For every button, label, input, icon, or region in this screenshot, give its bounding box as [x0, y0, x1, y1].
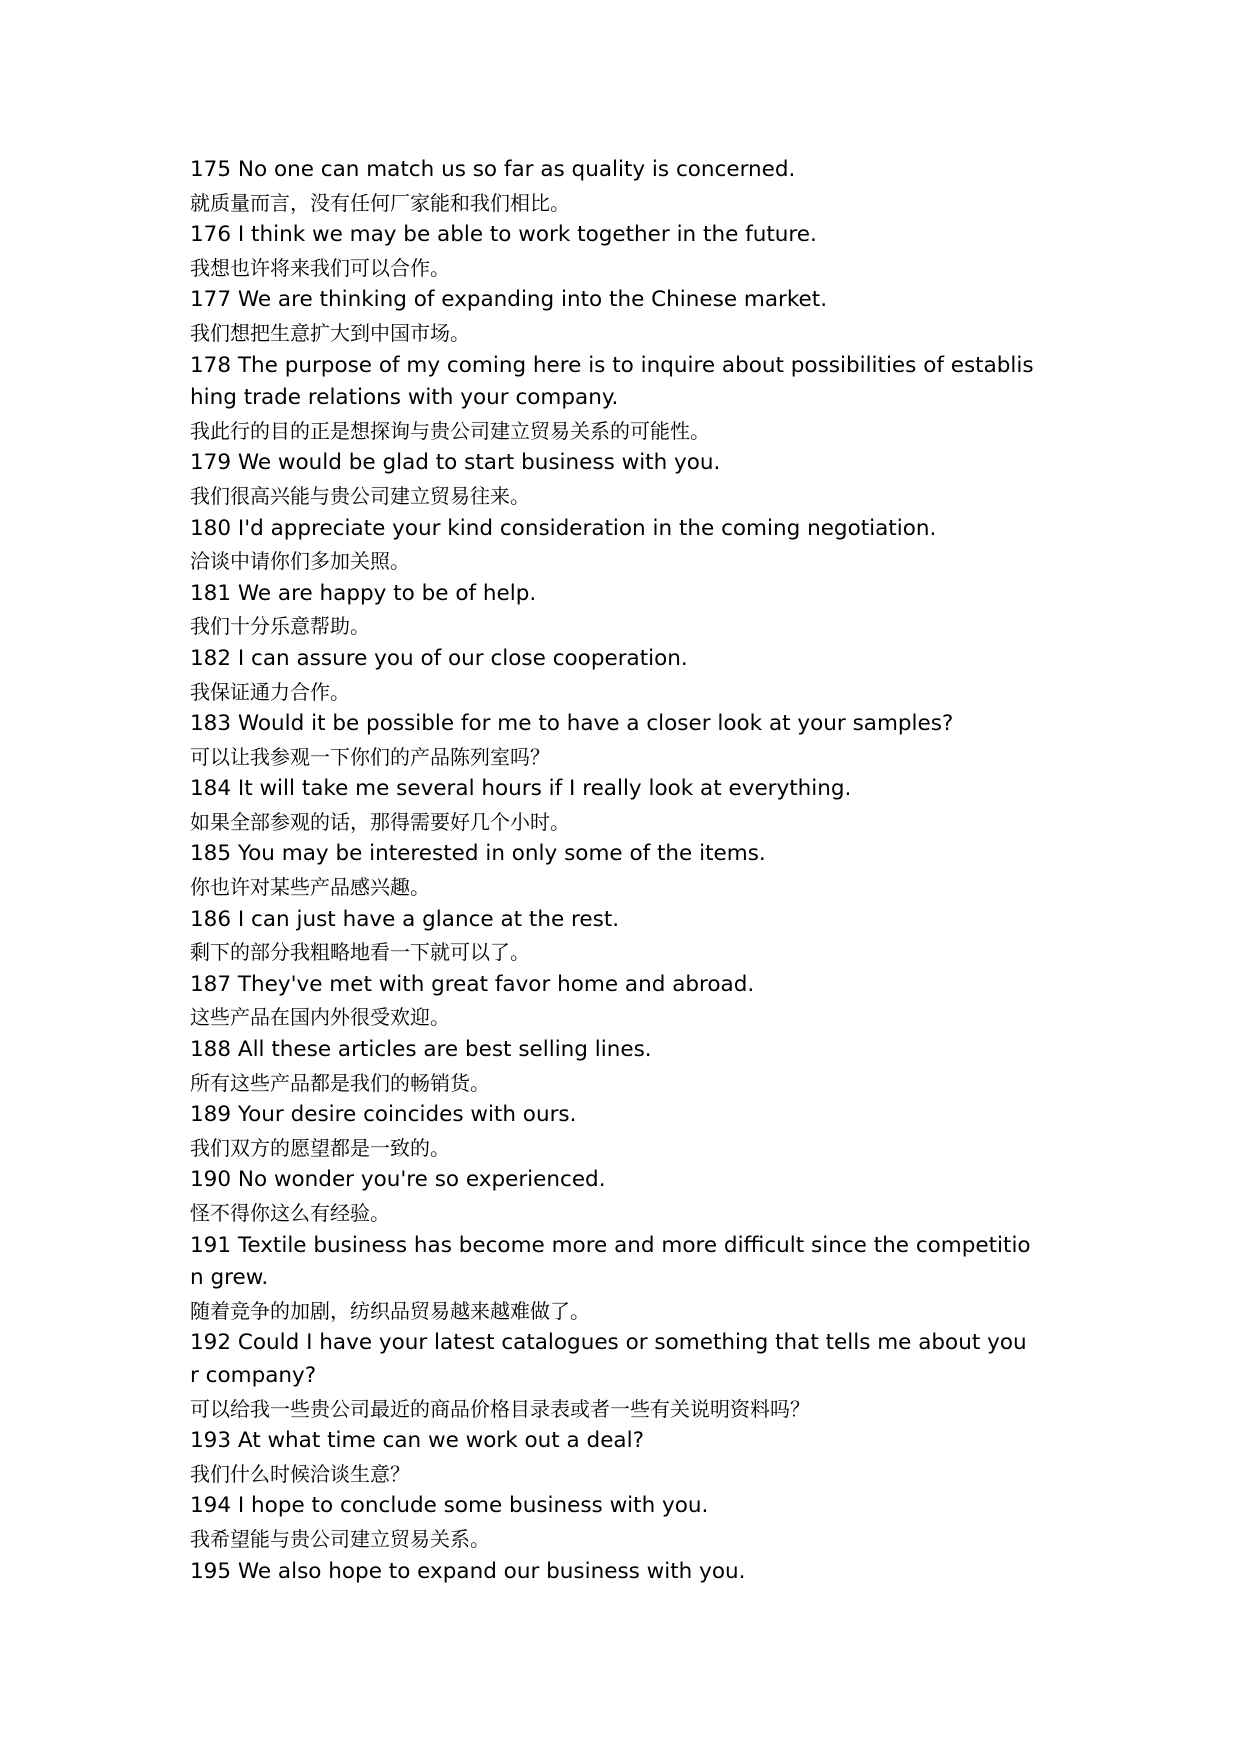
- english-sentence-line: 195 We also hope to expand our business with you.: [190, 1558, 746, 1584]
- chinese-translation-line: 怪不得你这么有经验。: [190, 1201, 390, 1225]
- chinese-translation-line: 所有这些产品都是我们的畅销货。: [190, 1070, 490, 1095]
- english-sentence-line: hing trade relations with your company.: [190, 385, 619, 411]
- chinese-translation-line: 我们双方的愿望都是一致的。: [190, 1135, 450, 1160]
- chinese-translation-line: 你也许对某些产品感兴趣。: [190, 875, 430, 900]
- chinese-translation-line: 我们想把生意扩大到中国市场。: [190, 320, 470, 345]
- english-sentence-line: 193 At what time can we work out a deal?: [190, 1428, 644, 1454]
- english-sentence-line: 189 Your desire coincides with ours.: [190, 1102, 577, 1128]
- chinese-translation-line: 如果全部参观的话，那得需要好几个小时。: [190, 809, 570, 834]
- chinese-translation-line: 可以给我一些贵公司最近的商品价格目录表或者一些有关说明资料吗？: [190, 1396, 810, 1421]
- chinese-translation-line: 我们很高兴能与贵公司建立贸易往来。: [190, 483, 530, 508]
- english-sentence-line: 176 I think we may be able to work together in the future.: [190, 222, 817, 248]
- english-sentence-line: 194 I hope to conclude some business with you.: [190, 1493, 709, 1519]
- chinese-translation-line: 可以让我参观一下你们的产品陈列室吗？: [190, 744, 550, 769]
- chinese-translation-line: 随着竞争的加剧，纺织品贸易越来越难做了。: [190, 1298, 590, 1323]
- chinese-translation-line: 这些产品在国内外很受欢迎。: [190, 1005, 450, 1030]
- english-sentence-line: 175 No one can match us so far as quality is concerned.: [190, 157, 796, 182]
- chinese-translation-line: 我想也许将来我们可以合作。: [190, 255, 450, 280]
- english-sentence-line: 187 They've met with great favor home and abroad.: [190, 971, 755, 997]
- english-sentence-line: 178 The purpose of my coming here is to inquire about possibilities of establis: [190, 352, 1034, 378]
- english-sentence-line: 177 We are thinking of expanding into the Chinese market.: [190, 287, 828, 313]
- english-sentence-line: 186 I can just have a glance at the rest.: [190, 906, 620, 932]
- english-sentence-line: 181 We are happy to be of help.: [190, 580, 537, 606]
- english-sentence-line: 183 Would it be possible for me to have a closer look at your samples?: [190, 711, 954, 737]
- document-page: [190, 154, 1070, 1588]
- english-sentence-line: 184 It will take me several hours if I really look at everything.: [190, 776, 852, 802]
- english-sentence-line: 185 You may be interested in only some of the items.: [190, 841, 766, 867]
- english-sentence-line: 180 I'd appreciate your kind consideration in the coming negotiation.: [190, 515, 937, 541]
- english-sentence-line: 188 All these articles are best selling lines.: [190, 1037, 652, 1063]
- english-sentence-line: 192 Could I have your latest catalogues or something that tells me about you: [190, 1330, 1027, 1356]
- chinese-translation-line: 我此行的目的正是想探询与贵公司建立贸易关系的可能性。: [190, 418, 710, 443]
- english-sentence-line: 179 We would be glad to start business with you.: [190, 450, 721, 476]
- chinese-translation-line: 我们十分乐意帮助。: [190, 614, 370, 639]
- chinese-translation-line: 我保证通力合作。: [190, 679, 350, 704]
- english-sentence-line: r company?: [190, 1362, 317, 1388]
- chinese-translation-line: 就质量而言，没有任何厂家能和我们相比。: [190, 190, 570, 215]
- chinese-translation-line: 洽谈中请你们多加关照。: [190, 549, 410, 574]
- chinese-translation-line: 我希望能与贵公司建立贸易关系。: [190, 1526, 490, 1551]
- chinese-translation-line: 剩下的部分我粗略地看一下就可以了。: [190, 940, 530, 965]
- chinese-translation-line: 我们什么时候洽谈生意？: [190, 1461, 410, 1486]
- english-sentence-line: 191 Textile business has become more and more difficult since the competitio: [190, 1232, 1031, 1258]
- english-sentence-line: n grew.: [190, 1265, 269, 1291]
- english-sentence-line: 182 I can assure you of our close cooperation.: [190, 645, 688, 671]
- english-sentence-line: 190 No wonder you're so experienced.: [190, 1167, 606, 1193]
